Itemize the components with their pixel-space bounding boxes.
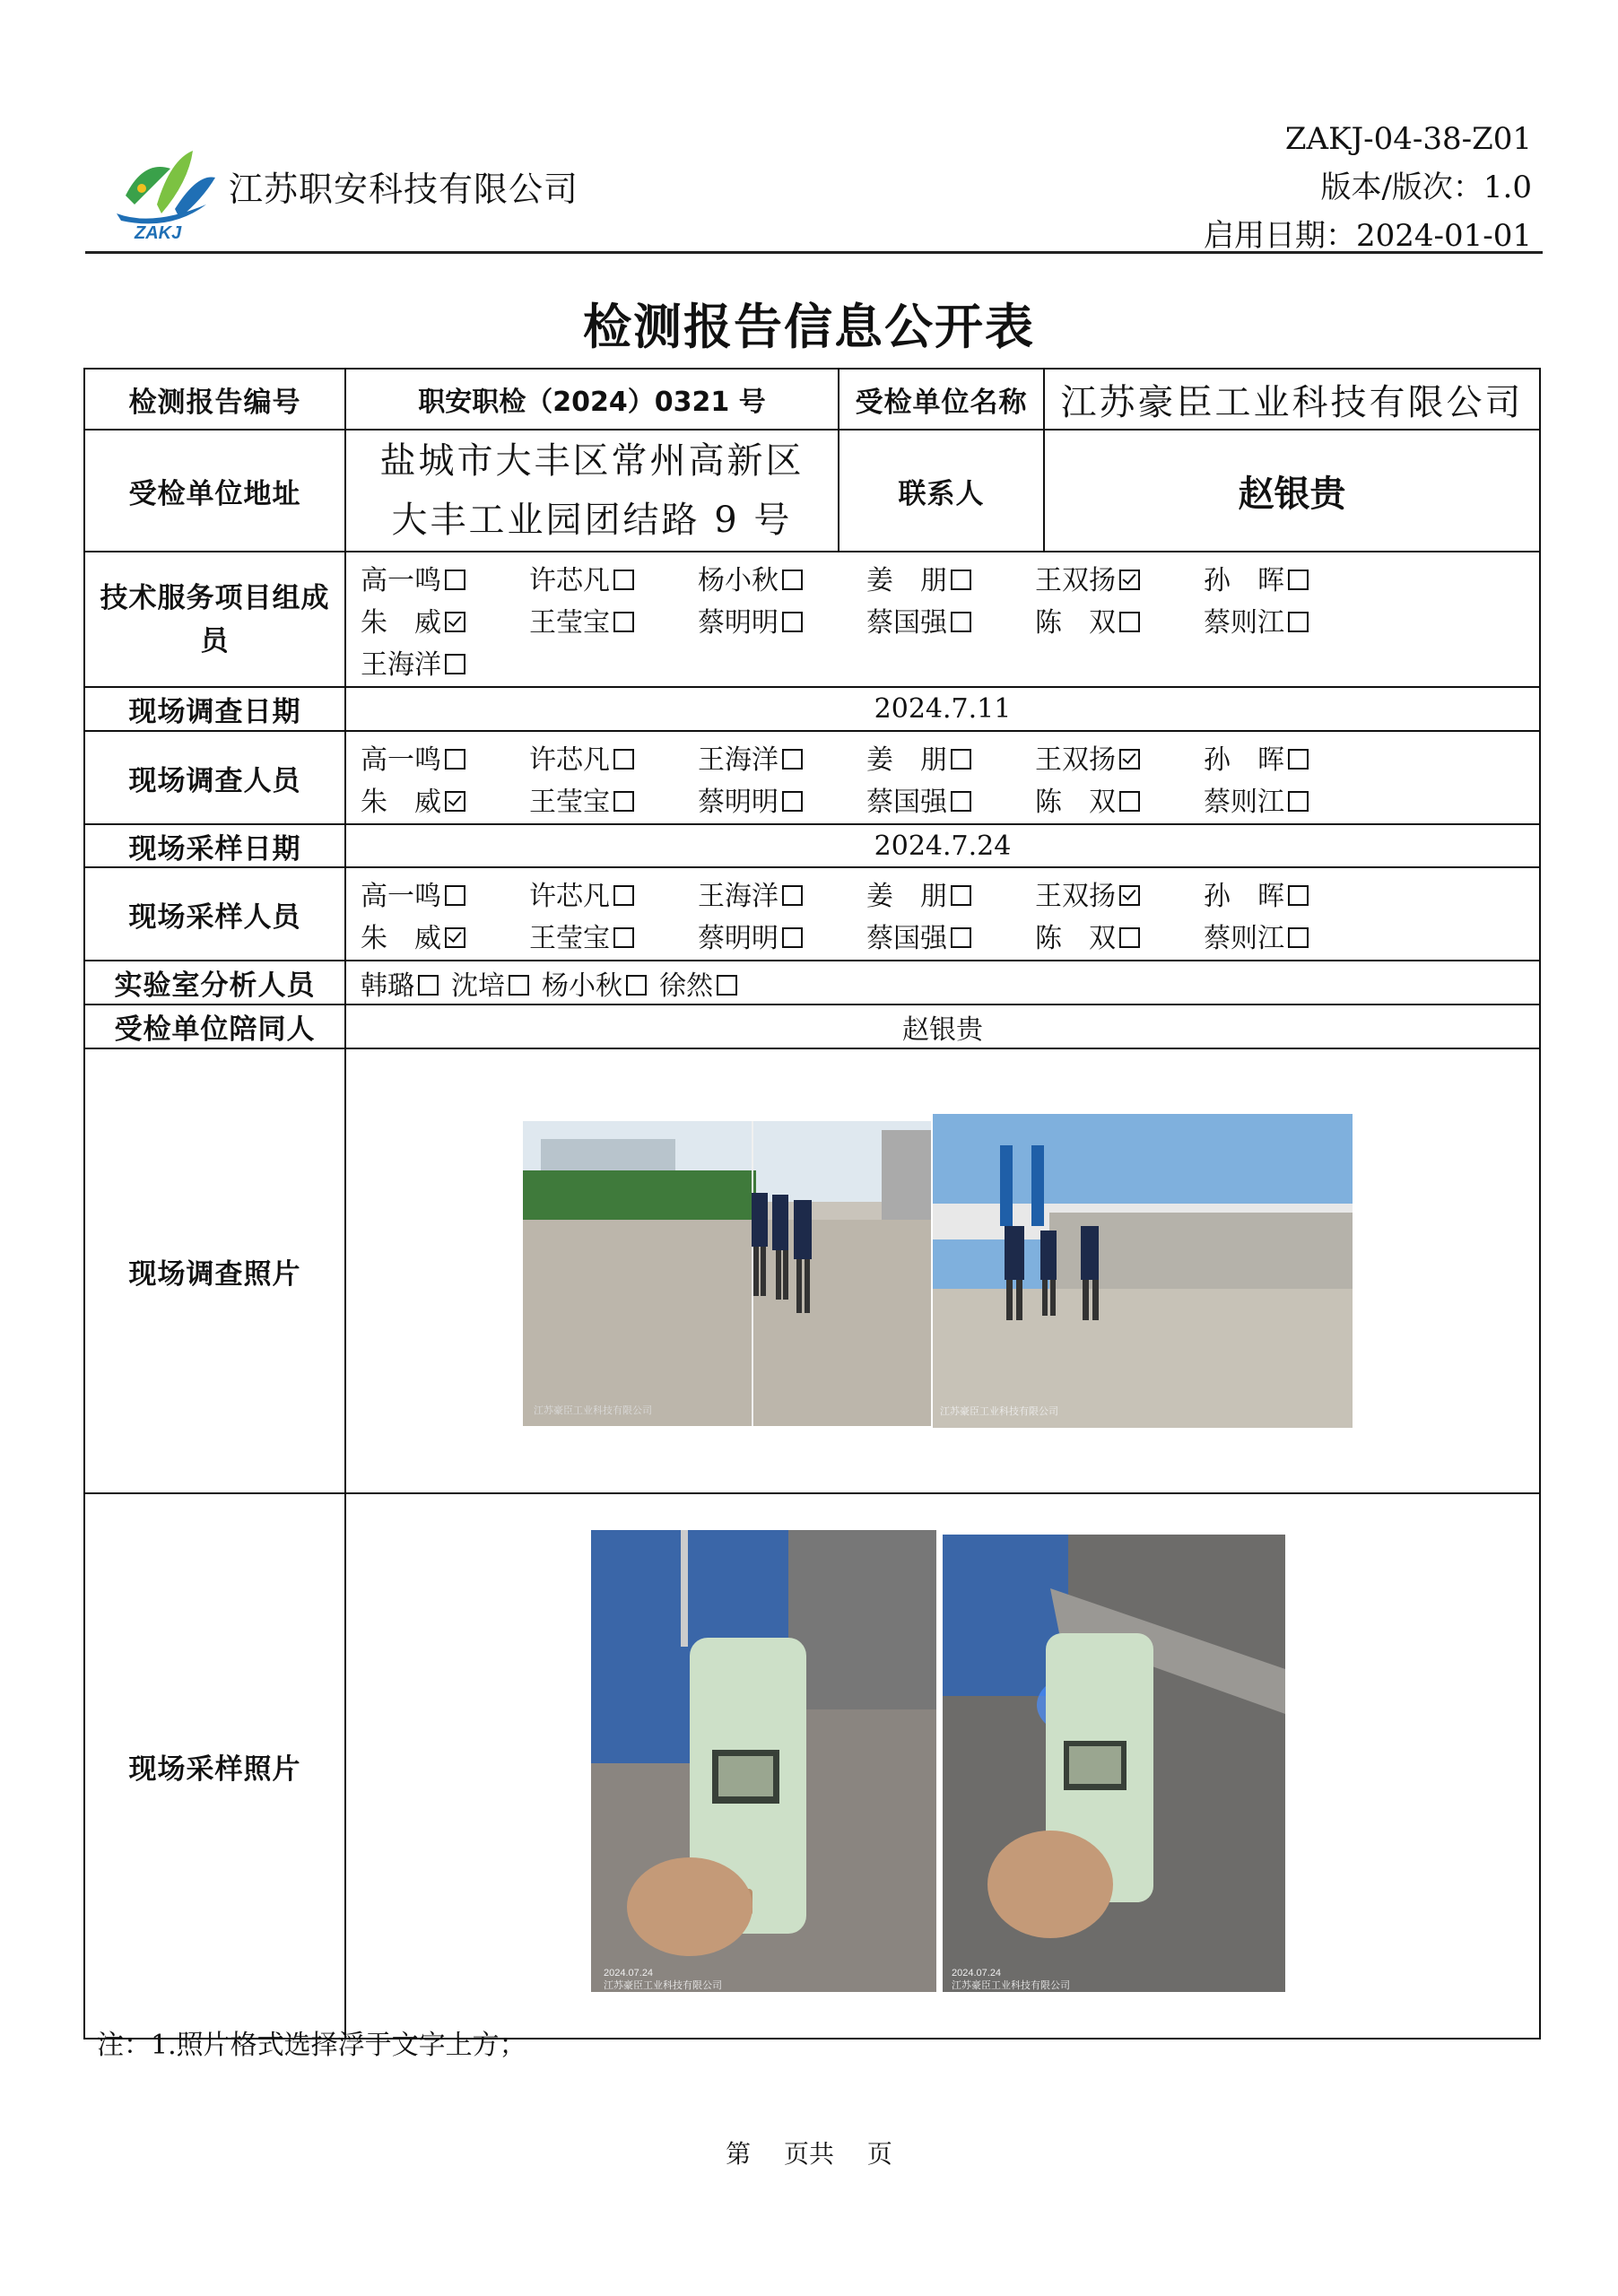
address-label: 受检单位地址 [84,430,345,552]
sampling-photo-2 [943,1535,1285,1992]
person-item [361,916,529,955]
person-item [698,779,866,819]
unchecked-checkbox-icon [626,975,647,996]
person-item [1204,874,1372,913]
unchecked-checkbox-icon [782,612,803,632]
person-item [1204,737,1372,777]
survey-staff-checklist [345,731,1540,824]
person-name: 蔡国强 [866,606,947,639]
footnote: 注：1.照片格式选择浮于文字上方； [97,2030,526,2061]
person-name: 王海洋 [698,880,779,912]
person-name: 王莹宝 [529,922,610,954]
person-item [698,916,866,955]
checklist-row [361,778,1525,820]
person-item [529,916,698,955]
sampling-photo-2-date: 2024.07.24 [952,1968,1002,1979]
checklist-row [361,735,1525,778]
person-item [659,970,737,1002]
person-item [361,600,529,639]
unchecked-checkbox-icon [1288,612,1309,632]
address-value [345,430,839,552]
address-line-2: 大丰工业园团结路 9 号 [391,500,793,541]
sampling-staff-checklist [345,867,1540,961]
unchecked-checkbox-icon [418,975,439,996]
sampling-photo-1 [591,1530,936,1992]
company-name: 江苏职安科技有限公司 [229,170,579,209]
person-name: 王双扬 [1035,564,1116,596]
person-name: 陈 双 [1035,606,1116,639]
person-name: 高一鸣 [361,564,441,596]
person-item [529,874,698,913]
person-name: 蔡国强 [866,786,947,818]
unchecked-checkbox-icon [717,975,737,996]
address-line-1: 盐城市大丰区常州高新区 [379,440,805,482]
unchecked-checkbox-icon [509,975,529,996]
unchecked-checkbox-icon [445,885,465,906]
person-name: 孙 晖 [1204,880,1284,912]
unchecked-checkbox-icon [1288,570,1309,590]
person-item [698,874,866,913]
checklist-row [361,556,1525,598]
checklist-row [361,914,1525,956]
table-row [84,867,1540,961]
person-name: 孙 晖 [1204,564,1284,596]
person-item [698,737,866,777]
unchecked-checkbox-icon [445,570,465,590]
person-item [529,558,698,597]
contact-label: 联系人 [839,430,1044,552]
doc-version: 版本/版次：1.0 [1320,170,1532,205]
table-row [84,824,1540,867]
survey-staff-label: 现场调查人员 [84,731,345,824]
person-item [866,874,1035,913]
person-item [866,600,1035,639]
checked-checkbox-icon [1119,885,1140,906]
person-item [1035,916,1204,955]
person-name: 朱 威 [361,606,441,639]
person-item [361,874,529,913]
person-name: 陈 双 [1035,922,1116,954]
person-item [698,558,866,597]
unchecked-checkbox-icon [613,570,634,590]
tech-team-label-line1: 技术服务项目组成 [100,581,330,614]
person-item [866,558,1035,597]
checklist-row [361,598,1525,640]
survey-photo-1 [523,1121,931,1426]
person-name: 王海洋 [698,744,779,776]
unit-name-value: 江苏豪臣工业科技有限公司 [1044,369,1540,430]
person-item [1204,558,1372,597]
person-item [1035,779,1204,819]
survey-photo-2-caption: 江苏豪臣工业科技有限公司 [940,1406,1058,1417]
checked-checkbox-icon [1119,570,1140,590]
survey-date-value: 2024.7.11 [345,687,1540,731]
checked-checkbox-icon [445,612,465,632]
survey-photo-1-caption: 江苏豪臣工业科技有限公司 [534,1405,652,1416]
unchecked-checkbox-icon [613,791,634,812]
unchecked-checkbox-icon [951,749,971,770]
person-name: 朱 威 [361,786,441,818]
tech-team-label-line2: 员 [200,624,230,657]
person-name: 高一鸣 [361,880,441,912]
doc-code: ZAKJ-04-38-Z01 [1284,121,1532,157]
person-item [361,779,529,819]
table-row [84,1493,1540,2039]
unchecked-checkbox-icon [1288,927,1309,948]
unchecked-checkbox-icon [951,927,971,948]
table-row [84,1004,1540,1048]
person-item [866,779,1035,819]
person-item [1204,916,1372,955]
unchecked-checkbox-icon [1119,927,1140,948]
unchecked-checkbox-icon [613,885,634,906]
person-name: 蔡则江 [1204,786,1284,818]
table-row [84,1048,1540,1493]
lab-staff-checklist [345,961,1540,1004]
unchecked-checkbox-icon [951,570,971,590]
person-item [1035,874,1204,913]
logo-text: ZAKJ [135,223,182,242]
unchecked-checkbox-icon [1288,791,1309,812]
company-logo [108,142,224,242]
person-item [361,558,529,597]
table-row [84,961,1540,1004]
person-item [529,737,698,777]
sampling-photo-2-caption: 江苏豪臣工业科技有限公司 [952,1980,1070,1991]
tech-team-checklist [345,552,1540,687]
person-item [1035,737,1204,777]
sampling-date-value: 2024.7.24 [345,824,1540,867]
person-name: 沈培 [451,970,505,1002]
table-row [84,731,1540,824]
person-name: 王双扬 [1035,880,1116,912]
page-number: 第 页共 页 [726,2139,892,2169]
person-name: 蔡明明 [698,606,779,639]
unit-name-label: 受检单位名称 [839,369,1044,430]
person-item [361,642,529,682]
survey-date-label: 现场调查日期 [84,687,345,731]
unchecked-checkbox-icon [951,612,971,632]
person-name: 姜 朋 [866,564,947,596]
unchecked-checkbox-icon [951,791,971,812]
checklist-row [361,872,1525,914]
survey-photo-2 [933,1114,1353,1428]
checked-checkbox-icon [445,927,465,948]
sampling-photo-1-date: 2024.07.24 [604,1968,654,1979]
person-name: 许芯凡 [529,744,610,776]
person-name: 徐然 [659,970,713,1002]
person-name: 杨小秋 [542,970,622,1002]
person-name: 许芯凡 [529,564,610,596]
person-item [451,970,529,1002]
checked-checkbox-icon [1119,749,1140,770]
report-no-label: 检测报告编号 [84,369,345,430]
unchecked-checkbox-icon [613,749,634,770]
person-name: 姜 朋 [866,744,947,776]
person-item [1035,558,1204,597]
person-name: 蔡国强 [866,922,947,954]
table-row [84,430,1540,552]
sampling-staff-label: 现场采样人员 [84,867,345,961]
person-name: 孙 晖 [1204,744,1284,776]
unchecked-checkbox-icon [445,654,465,674]
unchecked-checkbox-icon [782,791,803,812]
table-row [84,369,1540,430]
person-item [361,737,529,777]
person-item [361,970,439,1002]
unchecked-checkbox-icon [1119,791,1140,812]
person-name: 高一鸣 [361,744,441,776]
unchecked-checkbox-icon [1119,612,1140,632]
person-item [1204,600,1372,639]
document-meta [1204,115,1532,260]
sampling-photo-cell [345,1493,1540,2039]
report-no-value: 职安职检（2024）0321 号 [345,369,839,430]
table-row [84,552,1540,687]
report-info-table [83,368,1541,2039]
sampling-date-label: 现场采样日期 [84,824,345,867]
person-name: 蔡明明 [698,786,779,818]
lab-staff-label: 实验室分析人员 [84,961,345,1004]
person-name: 王双扬 [1035,744,1116,776]
person-item [542,970,647,1002]
person-item [698,600,866,639]
person-name: 陈 双 [1035,786,1116,818]
person-item [529,779,698,819]
unchecked-checkbox-icon [782,570,803,590]
checklist-row [361,640,1525,683]
unchecked-checkbox-icon [613,927,634,948]
person-name: 蔡则江 [1204,922,1284,954]
unchecked-checkbox-icon [1288,749,1309,770]
person-name: 韩璐 [361,970,414,1002]
unchecked-checkbox-icon [1288,885,1309,906]
person-item [1204,779,1372,819]
unchecked-checkbox-icon [782,927,803,948]
person-name: 蔡则江 [1204,606,1284,639]
person-name: 王海洋 [361,648,441,681]
unchecked-checkbox-icon [613,612,634,632]
contact-value: 赵银贵 [1044,430,1540,552]
person-name: 王莹宝 [529,786,610,818]
person-name: 姜 朋 [866,880,947,912]
tech-team-label [84,552,345,687]
unchecked-checkbox-icon [782,749,803,770]
escort-value: 赵银贵 [345,1004,1540,1048]
unchecked-checkbox-icon [445,749,465,770]
person-name: 王莹宝 [529,606,610,639]
survey-photo-cell [345,1048,1540,1493]
sampling-photo-1-caption: 江苏豪臣工业科技有限公司 [604,1980,722,1991]
unchecked-checkbox-icon [951,885,971,906]
checked-checkbox-icon [445,791,465,812]
person-item [529,600,698,639]
page-header [85,115,1543,254]
effective-date: 启用日期：2024-01-01 [1203,218,1532,254]
page-title: 检测报告信息公开表 [583,299,1035,355]
escort-label: 受检单位陪同人 [84,1004,345,1048]
table-row [84,687,1540,731]
person-name: 蔡明明 [698,922,779,954]
person-item [866,737,1035,777]
survey-photo-label: 现场调查照片 [84,1048,345,1493]
person-name: 朱 威 [361,922,441,954]
person-item [866,916,1035,955]
sampling-photo-label: 现场采样照片 [84,1493,345,2039]
person-item [1035,600,1204,639]
person-name: 杨小秋 [698,564,779,596]
unchecked-checkbox-icon [782,885,803,906]
person-name: 许芯凡 [529,880,610,912]
